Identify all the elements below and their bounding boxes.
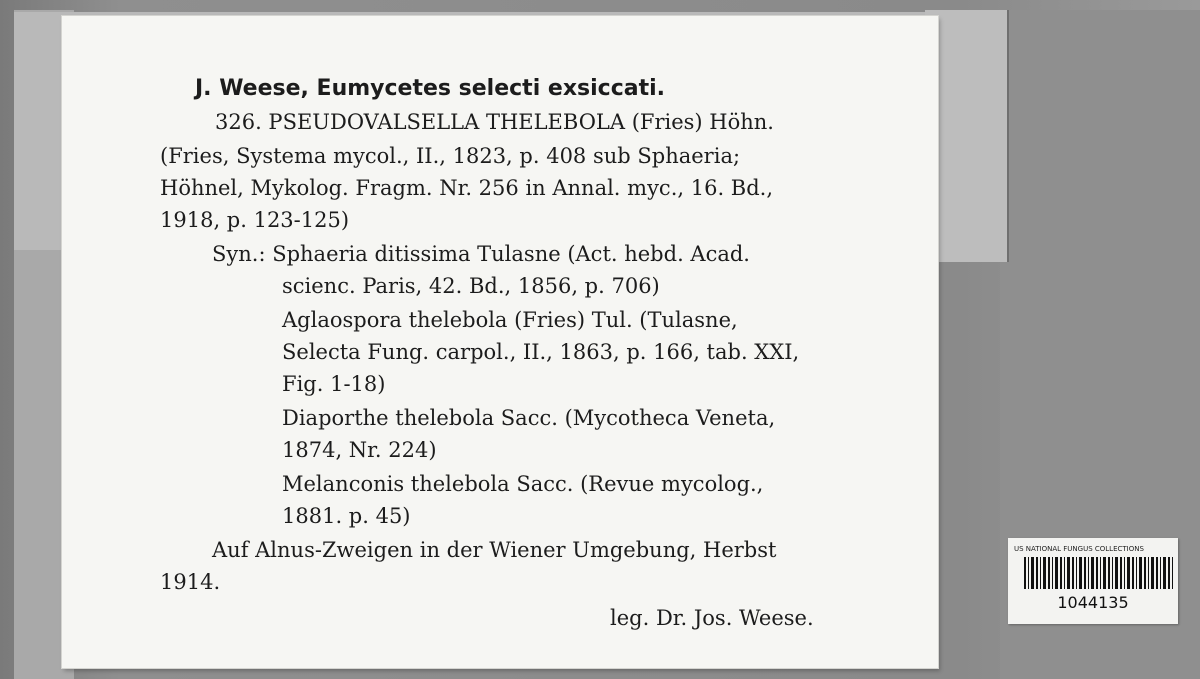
label-line: 1881. p. 45) [282,504,411,528]
label-line: Höhnel, Mykolog. Fragm. Nr. 256 in Annal. myc., 16. Bd., [160,176,774,200]
label-title: J. Weese, Eumycetes selecti exsiccati. [195,76,665,101]
label-line: Syn.: Sphaeria ditissima Tulasne (Act. hebd. Acad. [212,242,750,266]
barcode-icon [1024,557,1174,589]
barcode-header: US NATIONAL FUNGUS COLLECTIONS [1014,545,1144,553]
label-line: (Fries, Systema mycol., II., 1823, p. 408 sub Sphaeria; [160,144,741,168]
label-line: Auf Alnus-Zweigen in der Wiener Umgebung, Herbst [212,538,777,562]
label-collector: leg. Dr. Jos. Weese. [610,606,814,630]
label-line: scienc. Paris, 42. Bd., 1856, p. 706) [282,274,660,298]
label-line: 1874, Nr. 224) [282,438,437,462]
label-line: Aglaospora thelebola (Fries) Tul. (Tulasne, [282,308,738,332]
label-line: 326. PSEUDOVALSELLA THELEBOLA (Fries) Höhn. [215,110,774,134]
label-line: Diaporthe thelebola Sacc. (Mycotheca Veneta, [282,406,776,430]
label-line: 1914. [160,570,221,594]
label-line: Selecta Fung. carpol., II., 1863, p. 166, tab. XXI, [282,340,800,364]
barcode-label [1008,538,1178,624]
specimen-label [62,16,938,668]
label-line: Fig. 1-18) [282,372,386,396]
label-line: Melanconis thelebola Sacc. (Revue mycolog., [282,472,764,496]
label-line: 1918, p. 123-125) [160,208,350,232]
barcode-number: 1044135 [1057,593,1129,612]
